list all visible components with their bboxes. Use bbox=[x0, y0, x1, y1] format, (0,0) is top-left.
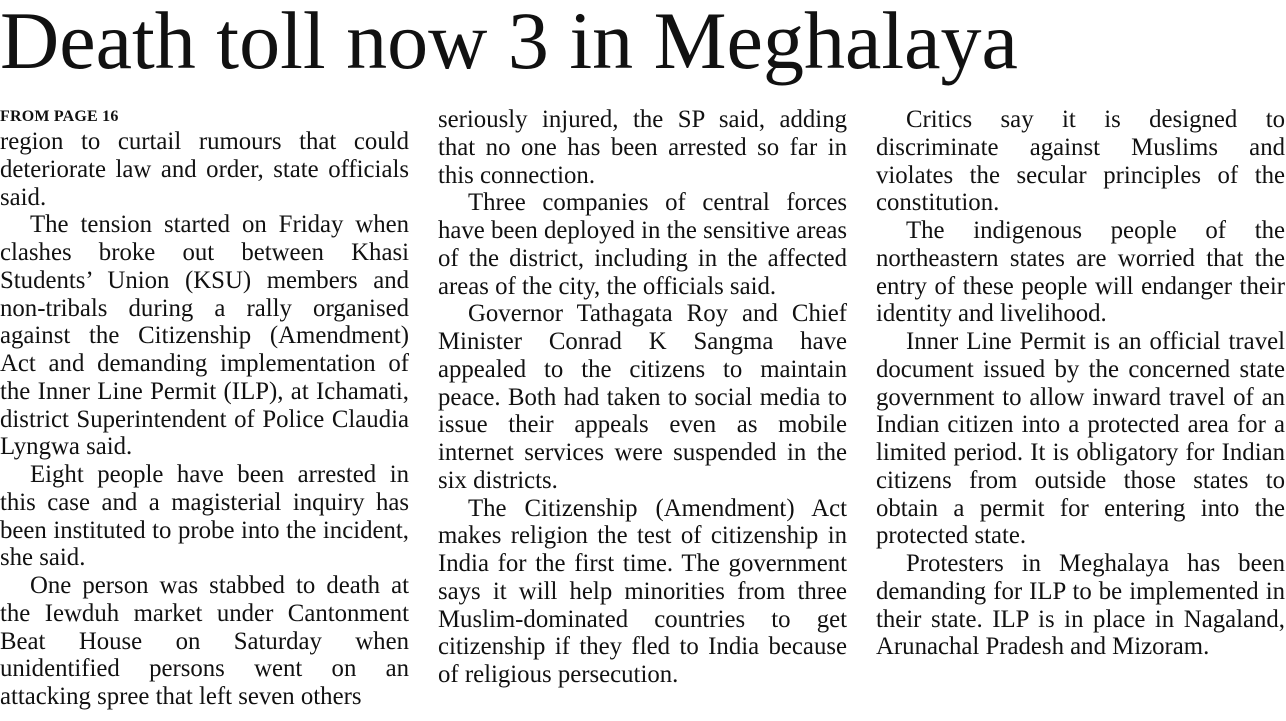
paragraph: The tension started on Friday when clashes broke out between Khasi Students’ Union (KSU) members and non-tribals during a rally organised against the Citizenship (Amendment) Act and demanding implementation of the Inner Line Permit (ILP), at Ichamati, district Superintendent of Police Claudia Lyngwa said. bbox=[0, 211, 409, 461]
paragraph: Eight people have been arrested in this case and a magisterial inquiry has been instituted to probe into the incident, she said. bbox=[0, 461, 409, 572]
paragraph: Critics say it is designed to discriminate against Muslims and violates the secular principles of the constitution. bbox=[876, 106, 1285, 217]
article-column-2 bbox=[438, 106, 847, 689]
article-column-1 bbox=[0, 106, 409, 711]
paragraph: The indigenous people of the northeastern states are worried that the entry of these people will endanger their identity and livelihood. bbox=[876, 217, 1285, 328]
paragraph: Governor Tathagata Roy and Chief Minister Conrad K Sangma have appealed to the citizens to maintain peace. Both had taken to social media to issue their appeals even as mobile internet services were suspended in the six districts. bbox=[438, 300, 847, 494]
headline: Death toll now 3 in Meghalaya bbox=[0, 0, 1018, 86]
paragraph: Protesters in Meghalaya has been demanding for ILP to be implemented in their state. ILP is in place in Nagaland, Arunachal Pradesh and Mizoram. bbox=[876, 550, 1285, 661]
paragraph: Three companies of central forces have been deployed in the sensitive areas of the district, including in the affected areas of the city, the officials said. bbox=[438, 189, 847, 300]
paragraph: Inner Line Permit is an official travel document issued by the concerned state government to allow inward travel of an Indian citizen into a protected area for a limited period. It is obligatory for Indian citizens from outside those states to obtain a permit for entering into the protected state. bbox=[876, 328, 1285, 550]
paragraph: region to curtail rumours that could deteriorate law and order, state officials said. bbox=[0, 128, 409, 211]
paragraph: One person was stabbed to death at the Iewduh market under Cantonment Beat House on Saturday when unidentified persons went on an attacking spree that left seven others bbox=[0, 572, 409, 710]
paragraph: The Citizenship (Amendment) Act makes religion the test of citizenship in India for the first time. The government says it will help minorities from three Muslim-dominated countries to get citizenship if they fled to India because of religious persecution. bbox=[438, 494, 847, 688]
paragraph: seriously injured, the SP said, adding that no one has been arrested so far in this connection. bbox=[438, 106, 847, 189]
article-column-3 bbox=[876, 106, 1285, 661]
jump-line: FROM PAGE 16 bbox=[0, 108, 119, 125]
